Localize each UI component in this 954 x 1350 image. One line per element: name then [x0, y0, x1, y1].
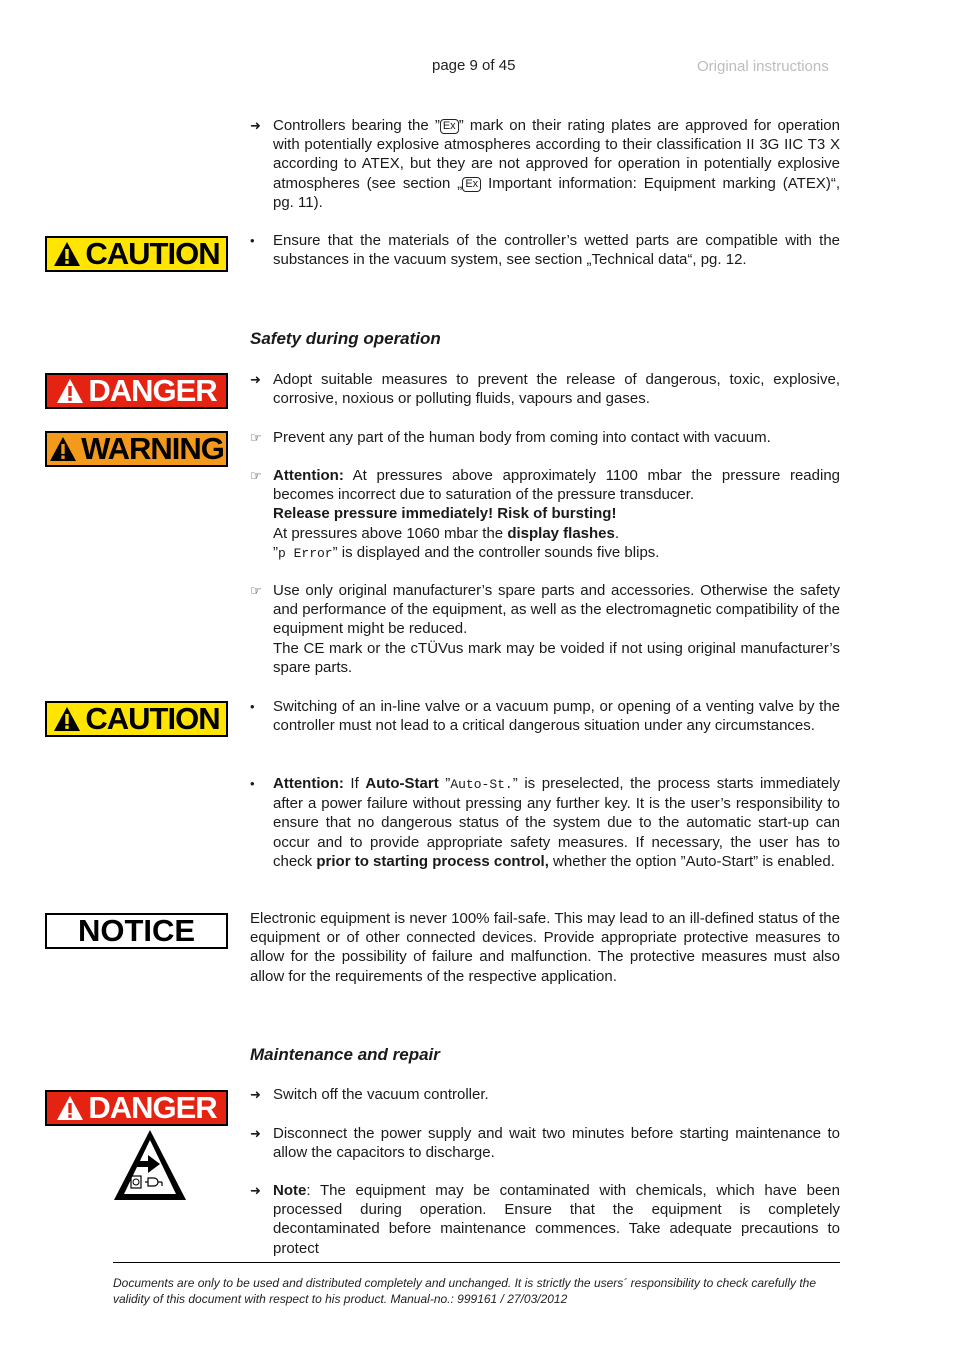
footer-divider [113, 1262, 840, 1263]
warning-vacuum-note: ☞ Prevent any part of the human body from coming into contact with vacuum. [250, 429, 771, 446]
caution-switching-note: • Switching of an in-line valve or a vacuum pump, or opening of a venting valve by the controller must not lead to a critical dangerous situation under any circumstances. [250, 698, 840, 735]
ex-mark-icon: Ex [462, 177, 481, 192]
warning-triangle-icon [53, 241, 81, 267]
danger-sign: DANGER [45, 1090, 228, 1126]
hand-pointer-icon: ☞ [250, 583, 262, 598]
arrow-marker-icon: ➜ [250, 1126, 261, 1141]
caution-sign: CAUTION [45, 701, 228, 737]
hand-pointer-icon: ☞ [250, 468, 262, 483]
error-code: p Error [278, 545, 333, 561]
bullet-marker: • [250, 699, 255, 714]
disconnect-power-pictogram [112, 1128, 188, 1202]
warning-triangle-icon [56, 1095, 84, 1121]
atex-note: ➜ Controllers bearing the ” Ex ” mark on their rating plates are approved for operation with potentially explosive atmospheres according to their classification II 3G IIC T3 X according to ATEX, but they are not approved for operation in potentially explosive atmospheres (see section „ Ex Important information: Equipment marking (ATEX)“, pg. 11). [250, 117, 840, 211]
warning-sign: WARNING [45, 431, 228, 467]
maintenance-note: ➜ Note: The equipment may be contaminated with chemicals, which have been processed during operation. Ensure that the equipment is completely decontaminated before maintenance commences. Take adequate precautions to protect [250, 1182, 840, 1257]
spare-parts-note: ☞ Use only original manufacturer’s spare parts and accessories. Otherwise the safety and performance of the equipment, as well as the electromagnetic compatibility of the equipment might be reduced. The CE mark or the cTÜVus mark may be voided if not using original manufacturer’s spare parts. [250, 582, 840, 676]
autostart-attention-note: • Attention: If Auto-Start ”Auto-St.” is preselected, the process starts immediately after a power failure without pressing any further key. It is the user’s responsibility to ensure that no dangerous status of the system due to the automatic start-up can occur and to provide appropriate safety measures. If necessary, the user has to check prior to starting process control, whether the option ”Auto-Start” is enabled. [250, 775, 840, 870]
caution-materials-note: • Ensure that the materials of the controller’s wetted parts are compatible with the substances in the vacuum system, see section „Technical data“, pg. 12. [250, 232, 840, 269]
caution-sign: CAUTION [45, 236, 228, 272]
autostart-code: Auto-St. [450, 777, 513, 792]
danger-release-note: ➜ Adopt suitable measures to prevent the release of dangerous, toxic, explosive, corrosive, noxious or polluting fluids, vapours and gases. [250, 371, 840, 408]
hand-pointer-icon: ☞ [250, 430, 262, 445]
arrow-marker-icon: ➜ [250, 1087, 261, 1102]
notice-failsafe-note: Electronic equipment is never 100% fail-safe. This may lead to an ill-defined status of the equipment or of other connected devices. Provide appropriate protective measures to allow for the possibility of failure and malfunction. The protective measures must also allow for the requirements of the respective application. [250, 910, 840, 985]
warning-triangle-icon [53, 706, 81, 732]
arrow-marker-icon: ➜ [250, 118, 261, 133]
warning-triangle-icon [56, 378, 84, 404]
document-type: Original instructions [697, 58, 829, 75]
footer-disclaimer: Documents are only to be used and distributed completely and unchanged. It is strictly the users´ responsibility to check carefully the validity of this document with respect to his product. Manual-no.: 999161 / 27/03/2012 [113, 1276, 817, 1306]
pressure-attention-note: ☞ Attention: At pressures above approximately 1100 mbar the pressure reading becomes incorrect due to saturation of the pressure transducer. Release pressure immediately! Risk of bursting! At pressures above 1060 mbar the display flashes. ”p Error” is displayed and the controller sounds five blips. [250, 467, 840, 561]
section-heading-operation: Safety during operation [250, 329, 441, 348]
warning-triangle-icon [49, 436, 77, 462]
arrow-marker-icon: ➜ [250, 1183, 261, 1198]
page-number: page 9 of 45 [432, 57, 516, 74]
arrow-marker-icon: ➜ [250, 372, 261, 387]
ex-mark-icon: Ex [440, 119, 459, 134]
notice-sign: NOTICE [45, 913, 228, 949]
maintenance-switch-off: ➜ Switch off the vacuum controller. [250, 1086, 489, 1103]
disconnect-plug-icon [112, 1128, 188, 1202]
bullet-marker: • [250, 233, 255, 248]
maintenance-disconnect: ➜ Disconnect the power supply and wait two minutes before starting maintenance to allow the capacitors to discharge. [250, 1125, 840, 1162]
section-heading-maintenance: Maintenance and repair [250, 1045, 440, 1064]
bullet-marker: • [250, 776, 255, 791]
danger-sign: DANGER [45, 373, 228, 409]
